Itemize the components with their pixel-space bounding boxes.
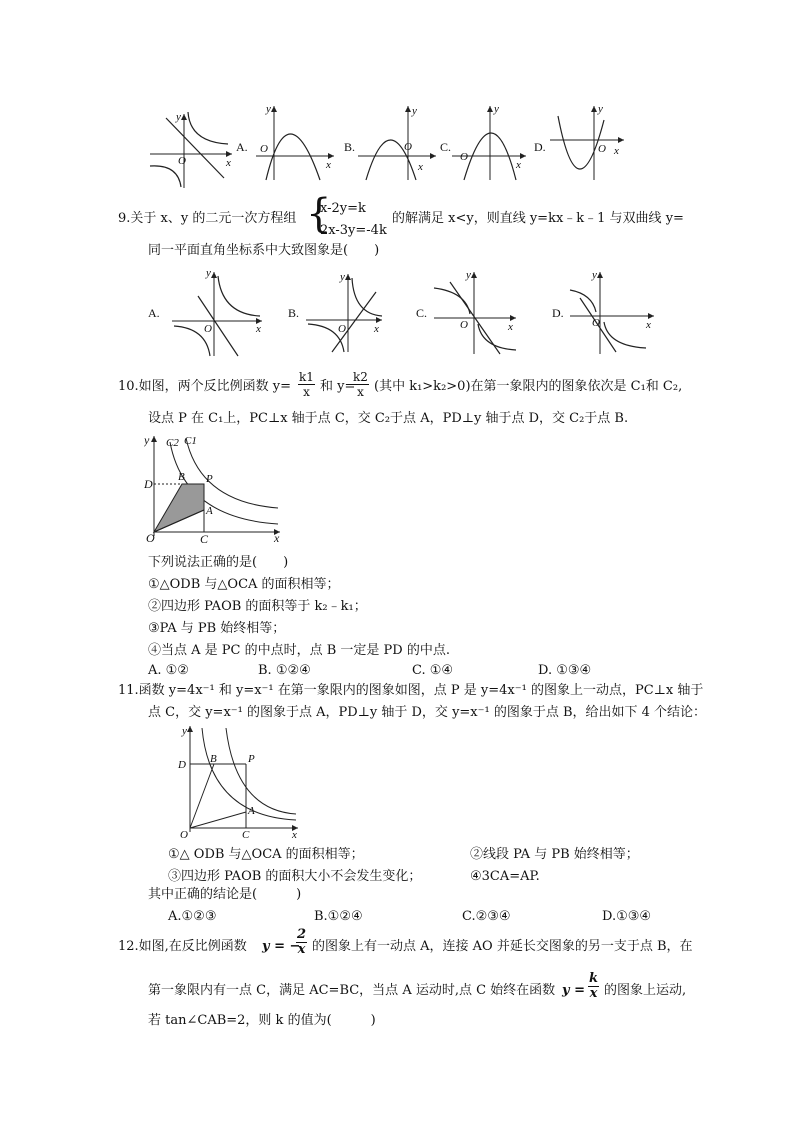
q11-line2: 点 C，交 y=x⁻¹ 的图象于点 A，PD⊥y 轴于 D，交 y=x⁻¹ 的图象于点 B，给出如下 4 个结论： bbox=[148, 705, 707, 720]
q11-option-d[interactable]: D.①③④ bbox=[602, 909, 652, 924]
q11-conclusion-1: ①△ ODB 与△OCA 的面积相等； bbox=[168, 847, 364, 862]
svg-text:O: O bbox=[260, 143, 268, 155]
q9-option-d[interactable]: D. bbox=[552, 306, 564, 320]
q9-graph-a bbox=[168, 266, 268, 358]
q11-conclusion-3: ③四边形 PAOB 的面积大小不会发生变化； bbox=[168, 869, 422, 884]
svg-text:O: O bbox=[338, 323, 346, 335]
svg-text:C2: C2 bbox=[166, 437, 179, 449]
q10-statement-3: ③PA 与 PB 始终相等； bbox=[148, 621, 286, 636]
q9-suffix: 的解满足 x<y，则直线 y=kx﹣k﹣1 与双曲线 y= bbox=[392, 211, 684, 226]
fraction-k2-over-x: $\frac{k2}{x}$ bbox=[353, 370, 368, 399]
q8-graph-c bbox=[450, 100, 530, 182]
svg-text:x: x bbox=[292, 829, 297, 840]
q9-eq1: x-2y=k bbox=[320, 201, 366, 216]
q11-line1: 11.函数 y=4x⁻¹ 和 y=x⁻¹ 在第一象限内的图象如图，点 P 是 y=4x⁻¹ 的图象上一动点，PC⊥x 轴于 bbox=[118, 683, 704, 698]
q11-option-a[interactable]: A.①②③ bbox=[168, 909, 217, 924]
x-axis-label: x bbox=[226, 157, 231, 169]
q10-statement-1: ①△ODB 与△OCA 的面积相等； bbox=[148, 577, 340, 592]
origin-label: O bbox=[178, 155, 186, 167]
q10-option-b[interactable]: B. ①②④ bbox=[258, 663, 311, 678]
svg-text:y: y bbox=[592, 269, 597, 281]
fraction-k1-over-x: $\frac{k1}{x}$ bbox=[299, 370, 314, 399]
q10-mid: 和 y= bbox=[320, 379, 356, 394]
q8-graph-b bbox=[356, 100, 438, 182]
q8-graph-a bbox=[254, 100, 336, 182]
svg-text:x: x bbox=[646, 319, 651, 331]
q12-lhs: y = − bbox=[262, 939, 301, 954]
q10-option-c[interactable]: C. ①④ bbox=[412, 663, 454, 678]
q9-option-c[interactable]: C. bbox=[416, 306, 428, 320]
svg-text:x: x bbox=[274, 531, 280, 544]
svg-text:y: y bbox=[412, 105, 417, 117]
q8-graph-d bbox=[548, 100, 628, 182]
q9-prefix: 9.关于 x、y 的二元一次方程组 bbox=[118, 211, 297, 226]
q8-option-d[interactable]: D. bbox=[534, 140, 546, 154]
svg-text:y: y bbox=[340, 271, 345, 283]
q11-option-c[interactable]: C.②③④ bbox=[462, 909, 511, 924]
q8-option-a[interactable]: A. bbox=[236, 140, 248, 154]
svg-text:y: y bbox=[598, 103, 603, 115]
svg-text:y: y bbox=[206, 267, 211, 279]
q10-option-a[interactable]: A. ①② bbox=[148, 663, 189, 678]
q10-line2: 设点 P 在 C₁上，PC⊥x 轴于点 C，交 C₂于点 A，PD⊥y 轴于点 D，交 C₂于点 B. bbox=[148, 411, 629, 426]
svg-text:O: O bbox=[404, 141, 412, 153]
svg-text:y: y bbox=[466, 269, 471, 281]
svg-text:x: x bbox=[508, 321, 513, 333]
q10-question: 下列说法正确的是( ) bbox=[148, 555, 289, 570]
q9-option-b[interactable]: B. bbox=[288, 306, 300, 320]
svg-text:D: D bbox=[144, 477, 153, 491]
system-brace: { bbox=[306, 191, 332, 237]
svg-text:y: y bbox=[266, 103, 271, 115]
svg-text:O: O bbox=[146, 531, 155, 544]
svg-text:O: O bbox=[204, 323, 212, 335]
q9-line2: 同一平面直角坐标系中大致图象是( ) bbox=[148, 243, 380, 258]
svg-text:x: x bbox=[614, 145, 619, 157]
q9-graph-d bbox=[566, 268, 658, 356]
svg-text:x: x bbox=[256, 323, 261, 335]
q11-option-b[interactable]: B.①②④ bbox=[314, 909, 363, 924]
svg-text:x: x bbox=[374, 323, 379, 335]
fraction-2-over-x: $\frac{2}{x}$ bbox=[297, 927, 307, 957]
svg-text:B: B bbox=[178, 471, 185, 483]
svg-text:y: y bbox=[494, 103, 499, 115]
q10-prefix: 10.如图，两个反比例函数 y= bbox=[118, 379, 292, 394]
q11-conclusion-4: ④3CA=AP. bbox=[470, 869, 540, 884]
q12-line2-prefix: 第一象限内有一点 C，满足 AC=BC，当点 A 运动时,点 C 始终在函数 bbox=[148, 983, 556, 998]
q12-line3: 若 tan∠CAB=2，则 k 的值为( ) bbox=[148, 1013, 376, 1028]
q9-option-a[interactable]: A. bbox=[148, 306, 160, 320]
svg-text:C: C bbox=[200, 532, 209, 544]
q8-option-c[interactable]: C. bbox=[440, 140, 452, 154]
q8-graph-given bbox=[146, 108, 236, 190]
q10-statement-4: ④当点 A 是 PC 的中点时，点 B 一定是 PD 的中点. bbox=[148, 643, 450, 658]
q10-option-d[interactable]: D. ①③④ bbox=[538, 663, 592, 678]
q10-suffix: (其中 k₁>k₂>0)在第一象限内的图象依次是 C₁和 C₂, bbox=[374, 379, 683, 394]
q11-question: 其中正确的结论是( ) bbox=[148, 887, 302, 902]
q9-graph-c bbox=[430, 268, 520, 356]
svg-text:O: O bbox=[180, 829, 188, 840]
svg-text:O: O bbox=[592, 317, 600, 329]
q9-eq2: 2x-3y=-4k bbox=[320, 223, 387, 238]
y-axis-label: y bbox=[176, 111, 181, 123]
q11-figure bbox=[176, 720, 302, 840]
svg-text:O: O bbox=[598, 143, 606, 155]
q12-prefix: 12.如图,在反比例函数 bbox=[118, 939, 247, 954]
svg-text:B: B bbox=[210, 753, 217, 765]
q10-figure bbox=[144, 432, 284, 544]
q11-conclusion-2: ②线段 PA 与 PB 始终相等； bbox=[470, 847, 639, 862]
svg-text:x: x bbox=[326, 159, 331, 171]
fraction-k-over-x: $\frac{k}{x}$ bbox=[589, 971, 599, 1001]
svg-text:P: P bbox=[248, 753, 255, 765]
q12-g-lhs: y = bbox=[562, 983, 585, 998]
q9-graph-b bbox=[302, 270, 386, 354]
svg-text:O: O bbox=[460, 151, 468, 163]
svg-text:D: D bbox=[178, 759, 186, 771]
q8-option-b[interactable]: B. bbox=[344, 140, 356, 154]
svg-text:y: y bbox=[144, 433, 150, 447]
svg-text:A: A bbox=[248, 805, 255, 817]
svg-text:x: x bbox=[418, 161, 423, 173]
svg-text:y: y bbox=[182, 725, 187, 737]
svg-text:P: P bbox=[206, 473, 213, 485]
q10-statement-2: ②四边形 PAOB 的面积等于 k₂﹣k₁； bbox=[148, 599, 367, 614]
q12-mid: 的图象上有一动点 A，连接 AO 并延长交图象的另一支于点 B，在 bbox=[312, 939, 693, 954]
q12-line2-suffix: 的图象上运动, bbox=[604, 983, 687, 998]
svg-text:O: O bbox=[460, 319, 468, 331]
svg-text:A: A bbox=[206, 505, 213, 517]
svg-text:x: x bbox=[516, 159, 521, 171]
svg-text:C: C bbox=[242, 829, 250, 840]
svg-text:C1: C1 bbox=[184, 435, 197, 447]
